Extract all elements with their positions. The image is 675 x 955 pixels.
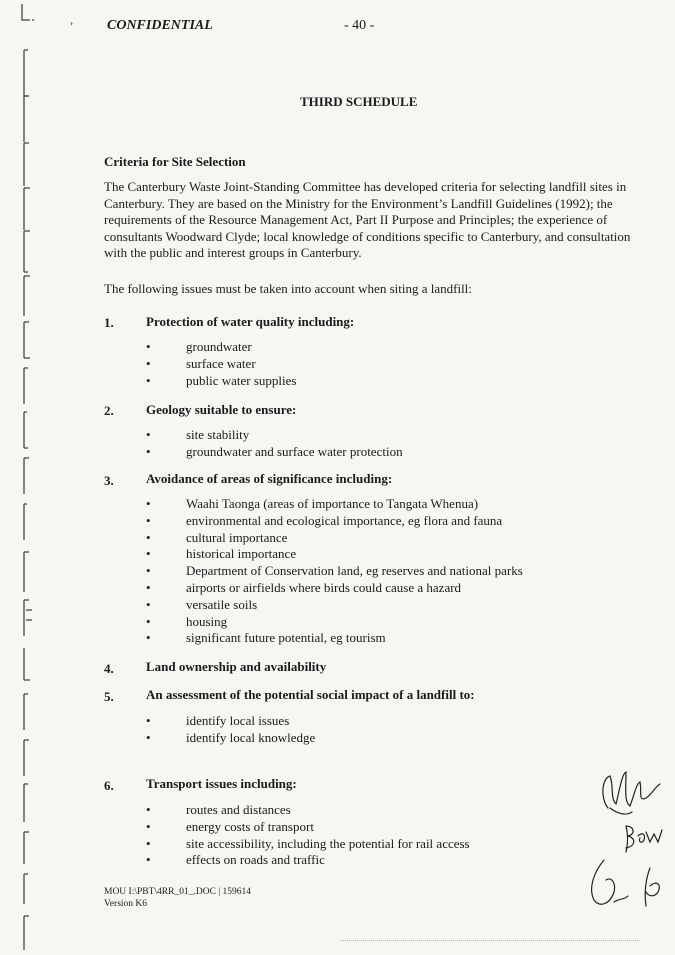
item-number: 1. <box>104 315 114 330</box>
bullet-list <box>146 496 616 647</box>
list-item: • Waahi Taonga (areas of importance to Tangata Whenua) <box>146 496 616 513</box>
handwritten-signature <box>580 768 670 918</box>
item-heading: Transport issues including: <box>146 776 297 791</box>
list-item: • Department of Conservation land, eg reserves and national parks <box>146 563 616 580</box>
scan-artifact-line <box>340 940 640 942</box>
list-item: • airports or airfields where birds could cause a hazard <box>146 580 616 597</box>
item-number: 3. <box>104 473 114 488</box>
document-footer <box>104 886 251 910</box>
item-number: 4. <box>104 661 114 676</box>
list-item: • housing <box>146 614 616 631</box>
item-heading: Protection of water quality including: <box>146 314 355 329</box>
page-number: - 40 - <box>344 18 375 33</box>
bullet-list <box>146 339 616 389</box>
list-item: • significant future potential, eg tourism <box>146 630 616 647</box>
bullet-list <box>146 427 616 461</box>
item-heading: Land ownership and availability <box>146 659 327 674</box>
item-number: 6. <box>104 778 114 793</box>
intro-paragraph: The Canterbury Waste Joint-Standing Committee has developed criteria for selecting landfill sites in Canterbury. They are based on the Ministry for the Environment’s Landfill Guidelines (1992); the requirements of the Resource Management Act, Part II Purpose and Principles; the experience of consultants Woodward Clyde; local knowledge of conditions specific to Canterbury, and consultation with the public and interest groups in Canterbury. <box>104 179 631 260</box>
item-number: 5. <box>104 689 114 704</box>
list-item: • public water supplies <box>146 373 616 390</box>
confidential-label: CONFIDENTIAL <box>107 18 213 33</box>
bullet-list <box>146 713 616 747</box>
list-item: • identify local knowledge <box>146 730 616 747</box>
list-item: • historical importance <box>146 546 616 563</box>
section-heading: Criteria for Site Selection <box>104 154 246 169</box>
item-heading: Avoidance of areas of significance including: <box>146 471 393 486</box>
list-item: • surface water <box>146 356 616 373</box>
lead-in-paragraph: The following issues must be taken into account when siting a landfill: <box>104 281 472 296</box>
list-item: • environmental and ecological importance, eg flora and fauna <box>146 513 616 530</box>
list-item: • site stability <box>146 427 616 444</box>
item-heading: An assessment of the potential social impact of a landfill to: <box>146 687 475 702</box>
stray-mark: › <box>70 18 73 28</box>
list-item: • routes and distances <box>146 802 616 819</box>
list-item: • energy costs of transport <box>146 819 616 836</box>
list-item: • effects on roads and traffic <box>146 852 616 869</box>
version-label: Version K6 <box>104 899 148 909</box>
list-item: • groundwater <box>146 339 616 356</box>
bullet-list <box>146 802 616 869</box>
list-item: • identify local issues <box>146 713 616 730</box>
list-item: • versatile soils <box>146 597 616 614</box>
list-item: • groundwater and surface water protection <box>146 444 616 461</box>
list-item: • cultural importance <box>146 530 616 547</box>
binding-margin-marks <box>14 0 44 955</box>
list-item: • site accessibility, including the potential for rail access <box>146 836 616 853</box>
schedule-title: THIRD SCHEDULE <box>300 94 418 109</box>
file-reference: MOU I:\PBT\4RR_01_.DOC | 159614 <box>104 887 252 897</box>
item-heading: Geology suitable to ensure: <box>146 402 297 417</box>
item-number: 2. <box>104 403 114 418</box>
